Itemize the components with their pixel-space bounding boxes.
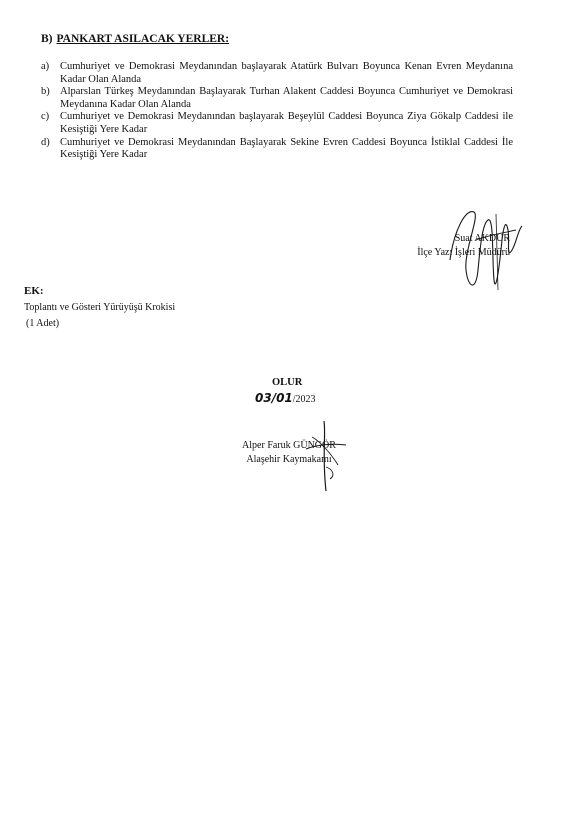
list-item-text: Cumhuriyet ve Demokrasi Meydanından Başlayarak Sekine Evren Caddesi Boyunca İstiklal Caddesi İle Kesiştiği Yere Kadar <box>60 136 513 161</box>
list-item-marker: c) <box>41 111 50 123</box>
signatory-name: Alper Faruk GÜNGÖR <box>242 440 336 451</box>
signatory-name: Suat AKDUR <box>454 233 510 244</box>
list-item-marker: a) <box>41 61 50 72</box>
approval-date-year: /2023 <box>292 394 316 405</box>
section-title: PANKART ASILACAK YERLER: <box>56 33 230 45</box>
approval-date <box>255 391 316 405</box>
list-item <box>41 86 513 111</box>
signature-block-governor <box>233 439 345 467</box>
approval-date-handwritten: 03/01 <box>255 391 293 405</box>
list-item-text: Alparslan Türkeş Meydanından Başlayarak Turhan Alakent Caddesi Boyunca Cumhuriyet ve Demokrasi Meydanına Kadar Olan Alanda <box>60 86 513 110</box>
list-item <box>41 137 513 162</box>
signatory-title: İlçe Yazı İşleri Müdürü <box>417 247 510 258</box>
list-item <box>41 61 513 86</box>
attachment-count: (1 Adet) <box>26 318 60 329</box>
approval-word: OLUR <box>272 377 303 388</box>
section-marker: B) <box>41 33 53 45</box>
list-item-marker: b) <box>41 86 50 98</box>
list-item-text: Cumhuriyet ve Demokrasi Meydanından başlayarak Atatürk Bulvarı Boyunca Kenan Evren Meydanına Kadar Olan Alanda <box>60 61 513 85</box>
attachment-label: EK: <box>24 285 44 297</box>
section-heading <box>41 33 229 45</box>
locations-list <box>41 61 513 162</box>
list-item-marker: d) <box>41 136 50 148</box>
list-item <box>41 111 513 136</box>
attachment-description: Toplantı ve Gösteri Yürüyüşü Krokisi <box>24 302 176 313</box>
signature-block-director <box>380 232 510 260</box>
list-item-text: Cumhuriyet ve Demokrasi Meydanından başlayarak Beşeylül Caddesi Boyunca Ziya Gökalp Caddesi ile Kesiştiği Yere Kadar <box>60 111 513 135</box>
signatory-title: Alaşehir Kaymakamı <box>246 454 332 465</box>
